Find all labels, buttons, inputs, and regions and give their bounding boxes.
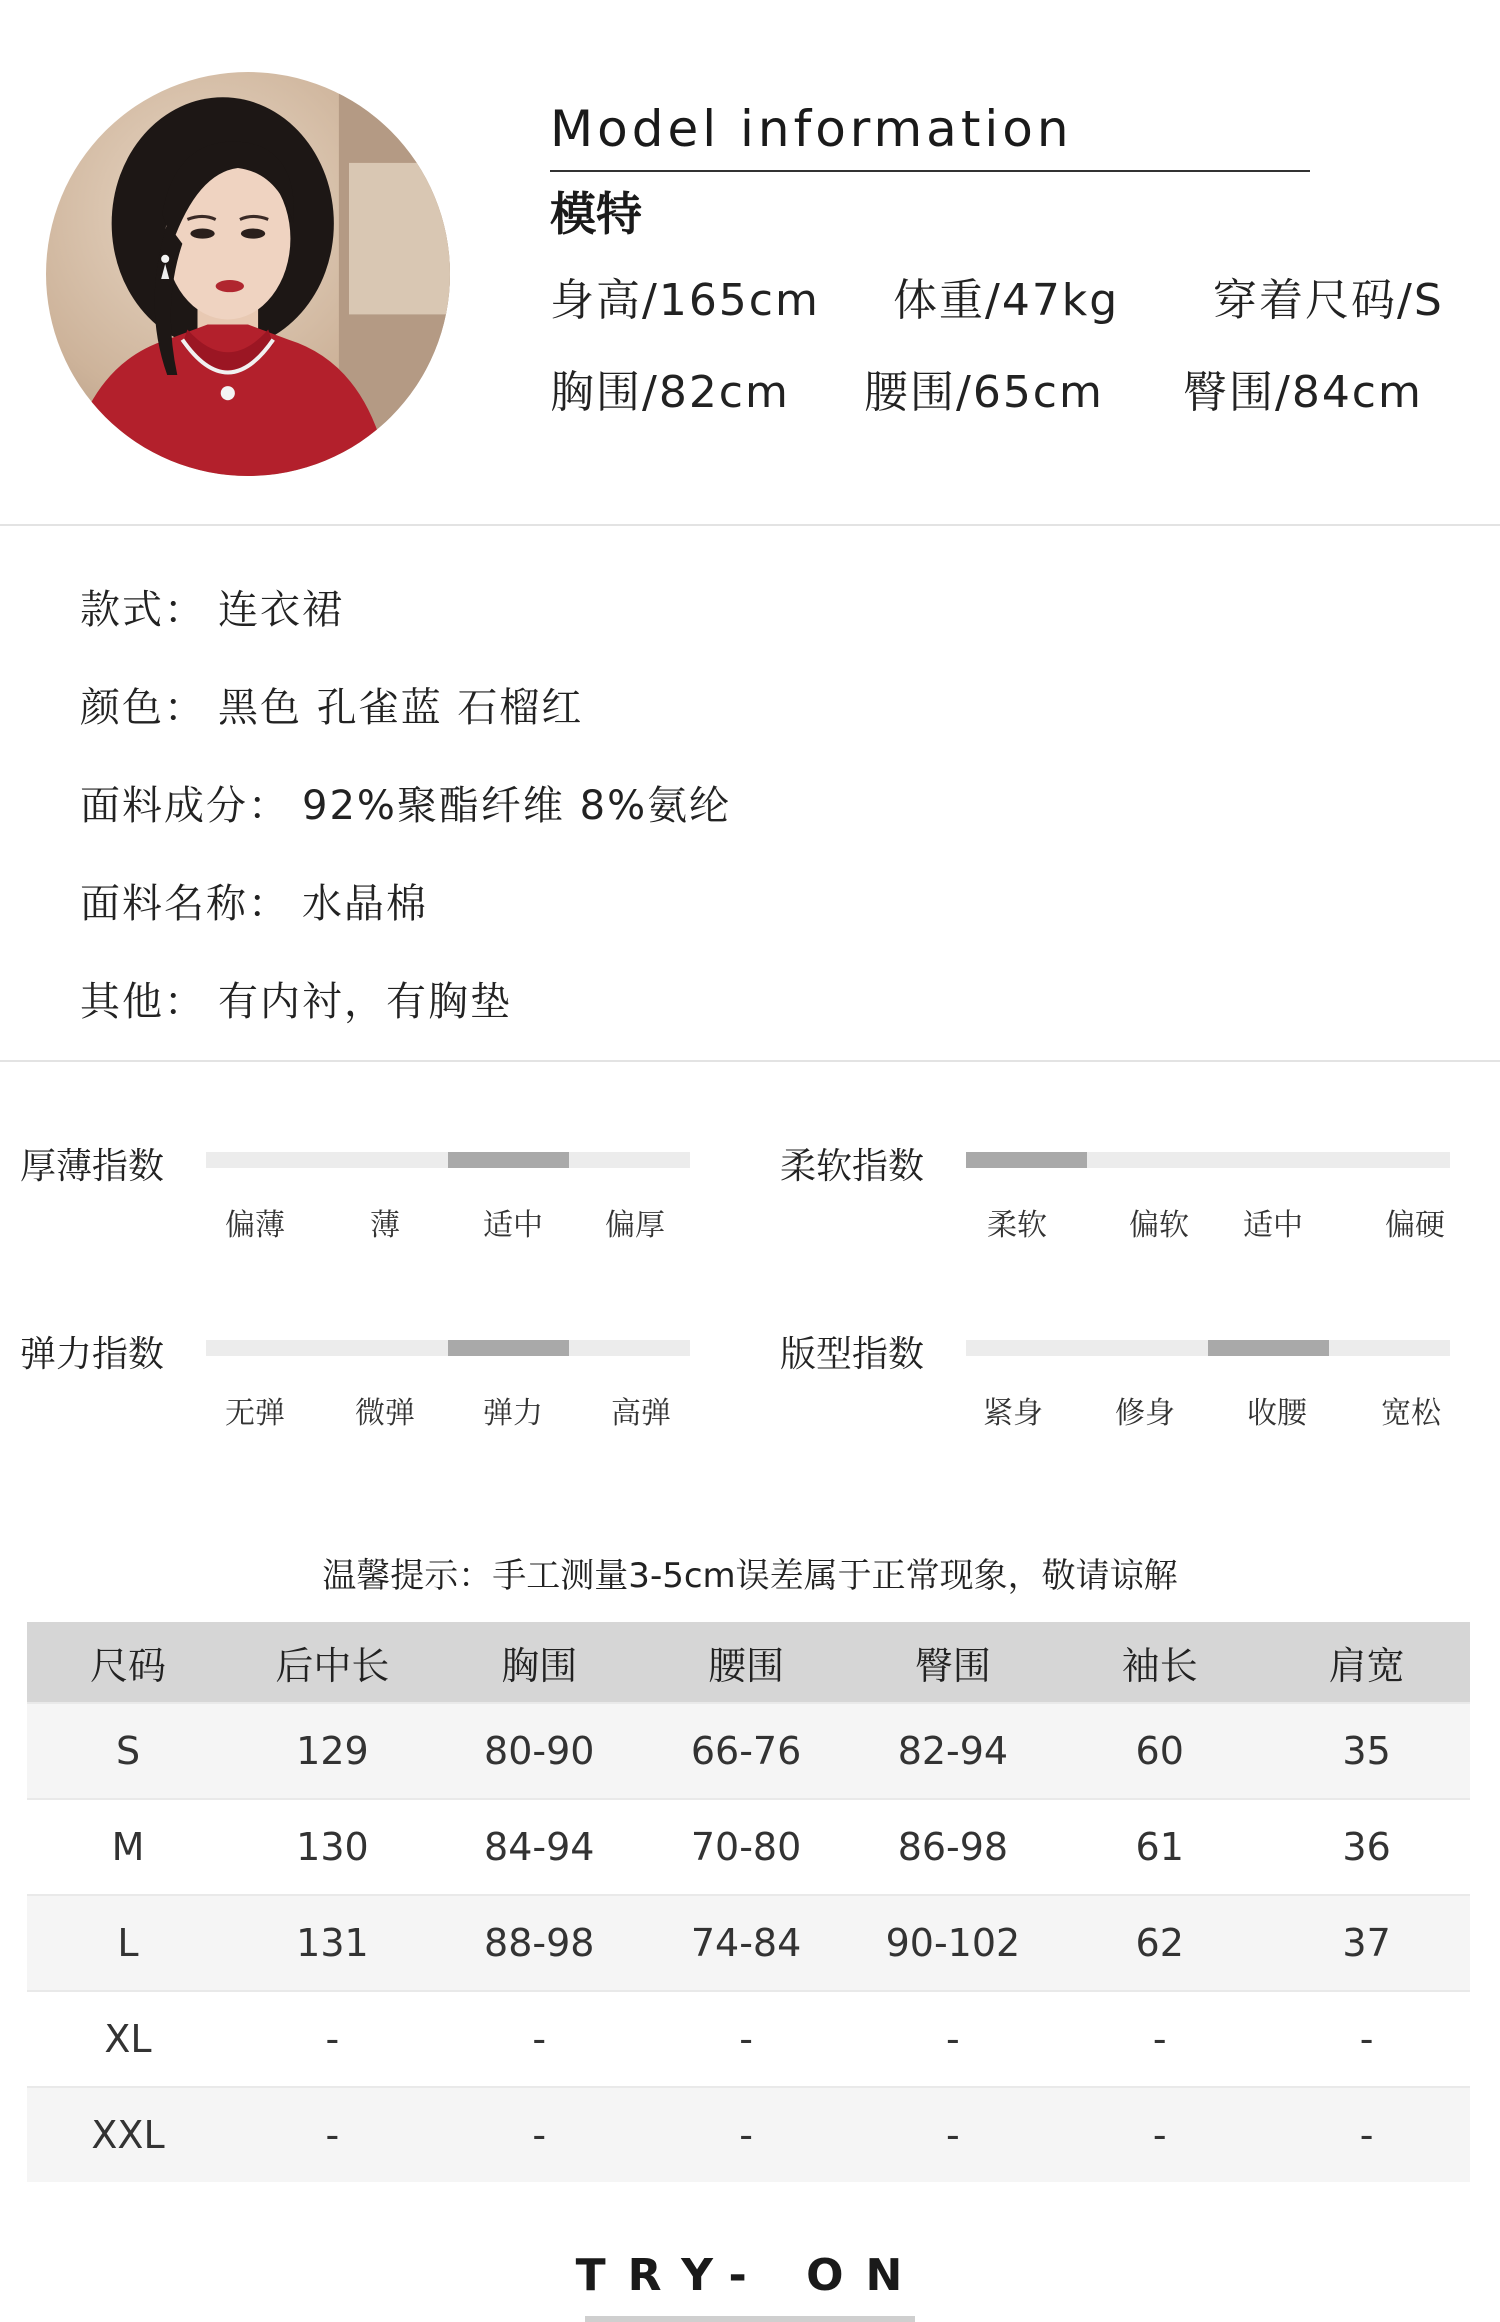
index-fit-option: 收腰 bbox=[1247, 1396, 1307, 1431]
index-fit-option: 修身 bbox=[1115, 1396, 1175, 1431]
measurement-tip: 温馨提示：手工测量3-5cm误差属于正常现象，敬请谅解 bbox=[322, 1556, 1178, 1596]
index-elasticity-option: 无弹 bbox=[225, 1396, 285, 1431]
table-cell: M bbox=[27, 1799, 229, 1895]
spec-color-value: 黑色 孔雀蓝 石榴红 bbox=[218, 685, 584, 731]
index-thickness-fill bbox=[448, 1152, 569, 1168]
table-cell: 80-90 bbox=[436, 1703, 643, 1799]
table-cell: - bbox=[436, 2087, 643, 2182]
table-cell: 36 bbox=[1263, 1799, 1470, 1895]
table-cell: XL bbox=[27, 1991, 229, 2087]
table-cell: 86-98 bbox=[849, 1799, 1056, 1895]
index-fit-fill bbox=[1208, 1340, 1329, 1356]
table-cell: - bbox=[643, 1991, 850, 2087]
spec-fabric-name bbox=[80, 872, 428, 929]
spec-fabric-name-label: 面料名称： bbox=[80, 881, 290, 927]
spec-composition bbox=[80, 774, 731, 831]
table-cell: - bbox=[849, 2087, 1056, 2182]
model-hip: 臀围/84cm bbox=[1183, 367, 1423, 418]
section-divider bbox=[0, 1060, 1500, 1062]
spec-composition-label: 面料成分： bbox=[80, 783, 290, 829]
table-cell: - bbox=[643, 2087, 850, 2182]
index-softness-label: 柔软指数 bbox=[780, 1146, 925, 1187]
index-thickness-option: 偏厚 bbox=[605, 1208, 665, 1243]
table-cell: S bbox=[27, 1703, 229, 1799]
model-bust: 胸围/82cm bbox=[550, 367, 790, 418]
table-cell: - bbox=[229, 2087, 436, 2182]
table-cell: 66-76 bbox=[643, 1703, 850, 1799]
index-thickness-label: 厚薄指数 bbox=[20, 1146, 165, 1187]
section-divider bbox=[0, 524, 1500, 526]
table-row bbox=[27, 1703, 1470, 1799]
table-cell: 90-102 bbox=[849, 1895, 1056, 1991]
table-cell: 35 bbox=[1263, 1703, 1470, 1799]
index-elasticity-fill bbox=[448, 1340, 569, 1356]
table-cell: 62 bbox=[1056, 1895, 1263, 1991]
model-weight: 体重/47kg bbox=[893, 275, 1120, 326]
table-cell: 84-94 bbox=[436, 1799, 643, 1895]
index-thickness-option: 适中 bbox=[483, 1208, 543, 1243]
index-elasticity-option: 微弹 bbox=[355, 1396, 415, 1431]
index-softness-fill bbox=[966, 1152, 1087, 1168]
index-softness-option: 适中 bbox=[1243, 1208, 1303, 1243]
try-on-underline bbox=[585, 2316, 915, 2322]
index-fit-option: 紧身 bbox=[983, 1396, 1043, 1431]
table-cell: 70-80 bbox=[643, 1799, 850, 1895]
spec-color-label: 颜色： bbox=[80, 685, 206, 731]
size-table-header: 臀围 bbox=[849, 1622, 1056, 1703]
table-cell: - bbox=[1263, 1991, 1470, 2087]
table-cell: - bbox=[1056, 1991, 1263, 2087]
table-cell: - bbox=[1263, 2087, 1470, 2182]
index-elasticity-label: 弹力指数 bbox=[20, 1334, 165, 1375]
index-thickness-option: 偏薄 bbox=[225, 1208, 285, 1243]
spec-other-value: 有内衬，有胸垫 bbox=[218, 979, 512, 1025]
table-row bbox=[27, 1799, 1470, 1895]
index-thickness-track bbox=[206, 1152, 690, 1168]
try-on-title: TRY- ON bbox=[575, 2250, 925, 2301]
table-row bbox=[27, 1895, 1470, 1991]
table-cell: 37 bbox=[1263, 1895, 1470, 1991]
table-cell: - bbox=[1056, 2087, 1263, 2182]
table-cell: 131 bbox=[229, 1895, 436, 1991]
index-fit-option: 宽松 bbox=[1381, 1396, 1441, 1431]
spec-composition-value: 92%聚酯纤维 8%氨纶 bbox=[302, 783, 732, 829]
spec-style-value: 连衣裙 bbox=[218, 587, 344, 633]
table-row bbox=[27, 2087, 1470, 2182]
index-elasticity-option: 高弹 bbox=[611, 1396, 671, 1431]
spec-style-label: 款式： bbox=[80, 587, 206, 633]
index-softness-option: 柔软 bbox=[987, 1208, 1047, 1243]
table-cell: 130 bbox=[229, 1799, 436, 1895]
table-cell: 60 bbox=[1056, 1703, 1263, 1799]
index-fit-track bbox=[966, 1340, 1450, 1356]
size-table-header: 袖长 bbox=[1056, 1622, 1263, 1703]
model-avatar bbox=[46, 72, 450, 476]
index-thickness-option: 薄 bbox=[370, 1208, 400, 1243]
spec-fabric-name-value: 水晶棉 bbox=[302, 881, 428, 927]
index-softness-option: 偏硬 bbox=[1385, 1208, 1445, 1243]
spec-other-label: 其他： bbox=[80, 979, 206, 1025]
table-cell: 129 bbox=[229, 1703, 436, 1799]
index-elasticity-option: 弹力 bbox=[483, 1396, 543, 1431]
table-cell: 82-94 bbox=[849, 1703, 1056, 1799]
size-table bbox=[27, 1622, 1470, 2182]
size-table-header: 尺码 bbox=[27, 1622, 229, 1703]
table-cell: - bbox=[229, 1991, 436, 2087]
model-info-title: Model information bbox=[550, 100, 1073, 158]
index-softness-option: 偏软 bbox=[1129, 1208, 1189, 1243]
size-table-header: 肩宽 bbox=[1263, 1622, 1470, 1703]
size-table-header-row bbox=[27, 1622, 1470, 1703]
table-cell: - bbox=[849, 1991, 1056, 2087]
size-table-header: 腰围 bbox=[643, 1622, 850, 1703]
size-table-header: 后中长 bbox=[229, 1622, 436, 1703]
table-cell: XXL bbox=[27, 2087, 229, 2182]
index-softness-track bbox=[966, 1152, 1450, 1168]
index-fit-label: 版型指数 bbox=[780, 1334, 925, 1375]
size-table-header: 胸围 bbox=[436, 1622, 643, 1703]
table-row bbox=[27, 1991, 1470, 2087]
model-title-cn: 模特 bbox=[550, 187, 642, 241]
model-waist: 腰围/65cm bbox=[864, 367, 1104, 418]
table-cell: L bbox=[27, 1895, 229, 1991]
model-size-worn: 穿着尺码/S bbox=[1213, 275, 1444, 326]
spec-style bbox=[80, 578, 344, 635]
model-title-underline bbox=[550, 170, 1310, 172]
spec-color bbox=[80, 676, 583, 733]
model-portrait-image bbox=[46, 72, 450, 476]
table-cell: 88-98 bbox=[436, 1895, 643, 1991]
spec-other bbox=[80, 970, 512, 1027]
index-elasticity-track bbox=[206, 1340, 690, 1356]
table-cell: 61 bbox=[1056, 1799, 1263, 1895]
table-cell: 74-84 bbox=[643, 1895, 850, 1991]
table-cell: - bbox=[436, 1991, 643, 2087]
model-height: 身高/165cm bbox=[550, 275, 820, 326]
